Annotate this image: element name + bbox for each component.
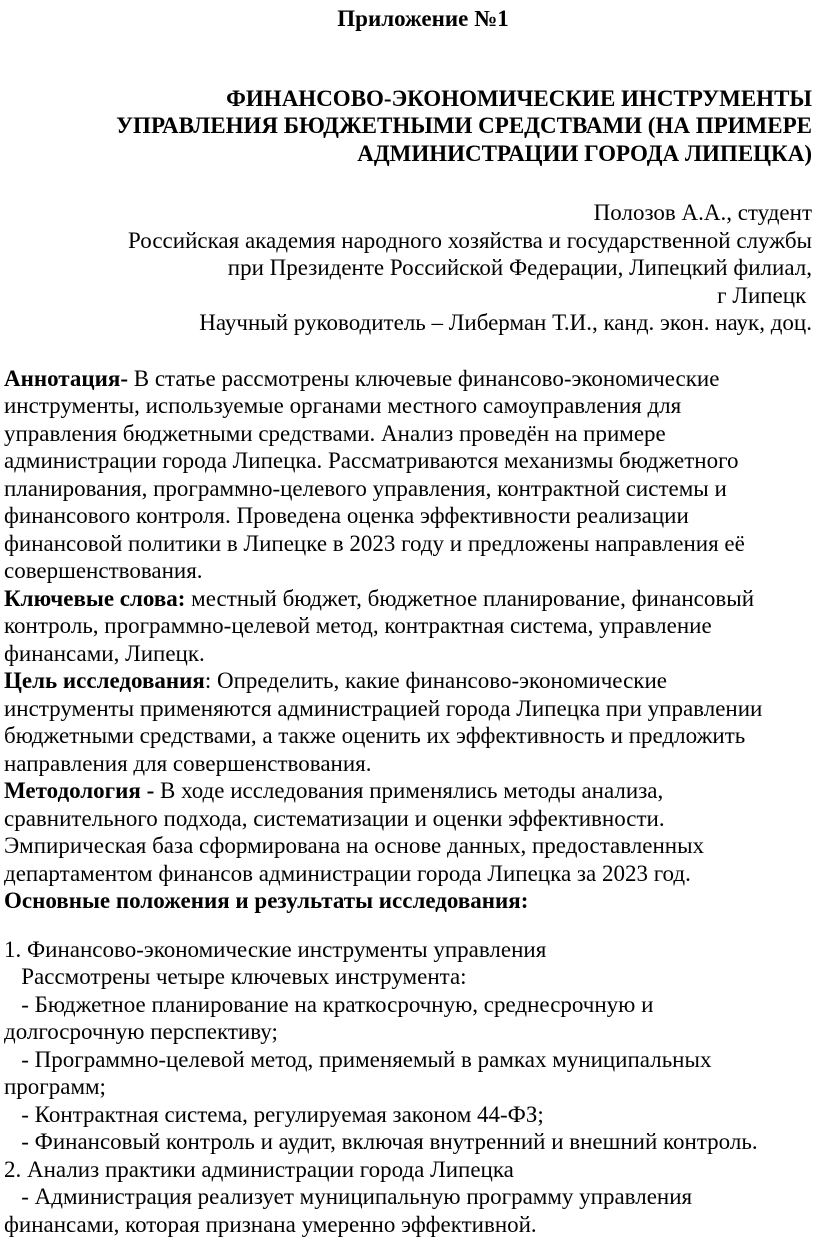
keywords-text: контроль, программно-целевой метод, контрактная система, управление	[4, 613, 712, 638]
paragraph-gap	[4, 915, 812, 936]
results-line: программ;	[4, 1074, 106, 1099]
abstract-text: В статье рассмотрены ключевые финансово-экономические	[128, 365, 720, 391]
abstract-text: инструменты, используемые органами местного самоуправления для	[4, 393, 682, 418]
methodology-text: В ходе исследования применялись методы анализа,	[154, 778, 664, 803]
results-line: 1. Финансово-экономические инструменты управления	[4, 936, 547, 962]
methodology-text: Эмпирическая база сформирована на основе данных, предоставленных	[4, 833, 705, 858]
results-line: - Контрактная система, регулируемая законом 44-ФЗ;	[4, 1101, 544, 1127]
methodology-text: департаментом финансов администрации города Липецка за 2023 год.	[4, 860, 691, 886]
author-block	[4, 199, 812, 337]
abstract-text: финансового контроля. Проведена оценка эффективности реализации	[4, 503, 689, 528]
author-affiliation: Российская академия народного хозяйства и государственной службы	[128, 227, 812, 253]
abstract-text: финансовой политики в Липецке в 2023 году и предложены направления её	[4, 530, 745, 556]
results-line: - Программно-целевой метод, применяемый в рамках муниципальных	[4, 1046, 712, 1072]
goal-text: направления для совершенствования.	[4, 750, 372, 776]
methodology-text: сравнительного подхода, систематизации и оценки эффективности.	[4, 805, 665, 831]
keywords-text: финансами, Липецк.	[4, 640, 205, 666]
results-line: долгосрочную перспективу;	[4, 1019, 278, 1044]
results-section	[4, 887, 812, 1238]
keywords-label: Ключевые слова:	[4, 585, 186, 611]
results-line: финансами, которая признана умеренно эффективной.	[4, 1211, 537, 1237]
goal-text: бюджетными средствами, а также оценить их эффективность и предложить	[4, 723, 746, 748]
abstract-text: управления бюджетными средствами. Анализ проведён на примере	[4, 420, 666, 446]
results-line: - Бюджетное планирование на краткосрочную, среднесрочную и	[4, 991, 654, 1017]
goal-label: Цель исследования	[4, 668, 205, 693]
title-line: ФИНАНСОВО-ЭКОНОМИЧЕСКИЕ ИНСТРУМЕНТЫ	[226, 85, 812, 111]
abstract-section	[4, 365, 812, 585]
methodology-section	[4, 777, 812, 887]
abstract-text: администрации города Липецка. Рассматриваются механизмы бюджетного	[4, 448, 739, 473]
author-city: г Липецк	[717, 282, 812, 308]
results-line: Рассмотрены четыре ключевых инструмента:	[4, 964, 467, 989]
keywords-section	[4, 585, 812, 668]
results-line: - Финансовый контроль и аудит, включая внутренний и внешний контроль.	[4, 1129, 758, 1154]
article-title	[4, 85, 812, 168]
goal-text: : Определить, какие финансово-экономические	[204, 668, 667, 693]
document-page	[4, 0, 812, 1238]
goal-text: инструменты применяются администрацией города Липецка при управлении	[4, 695, 763, 721]
author-affiliation: при Президенте Российской Федерации, Липецкий филиал,	[227, 255, 812, 280]
results-heading: Основные положения и результаты исследования:	[4, 888, 529, 913]
abstract-text: совершенствования.	[4, 558, 203, 583]
scientific-advisor: Научный руководитель – Либерман Т.И., канд. экон. наук, доц.	[199, 310, 812, 335]
keywords-text: местный бюджет, бюджетное планирование, финансовый	[185, 585, 755, 611]
title-line: УПРАВЛЕНИЯ БЮДЖЕТНЫМИ СРЕДСТВАМИ (НА ПРИМЕРЕ	[116, 113, 812, 138]
methodology-label: Методология -	[4, 778, 155, 803]
article-body	[4, 365, 812, 1239]
results-line: 2. Анализ практики администрации города Липецка	[4, 1156, 514, 1182]
abstract-text: планирования, программно-целевого управления, контрактной системы и	[4, 475, 727, 501]
goal-section	[4, 667, 812, 777]
abstract-label: Аннотация-	[4, 365, 128, 391]
author-name: Полозов А.А., студент	[593, 200, 812, 225]
results-line: - Администрация реализует муниципальную программу управления	[4, 1184, 693, 1209]
appendix-label: Приложение №1	[337, 6, 509, 31]
title-line: АДМИНИСТРАЦИИ ГОРОДА ЛИПЕЦКА)	[357, 140, 812, 166]
